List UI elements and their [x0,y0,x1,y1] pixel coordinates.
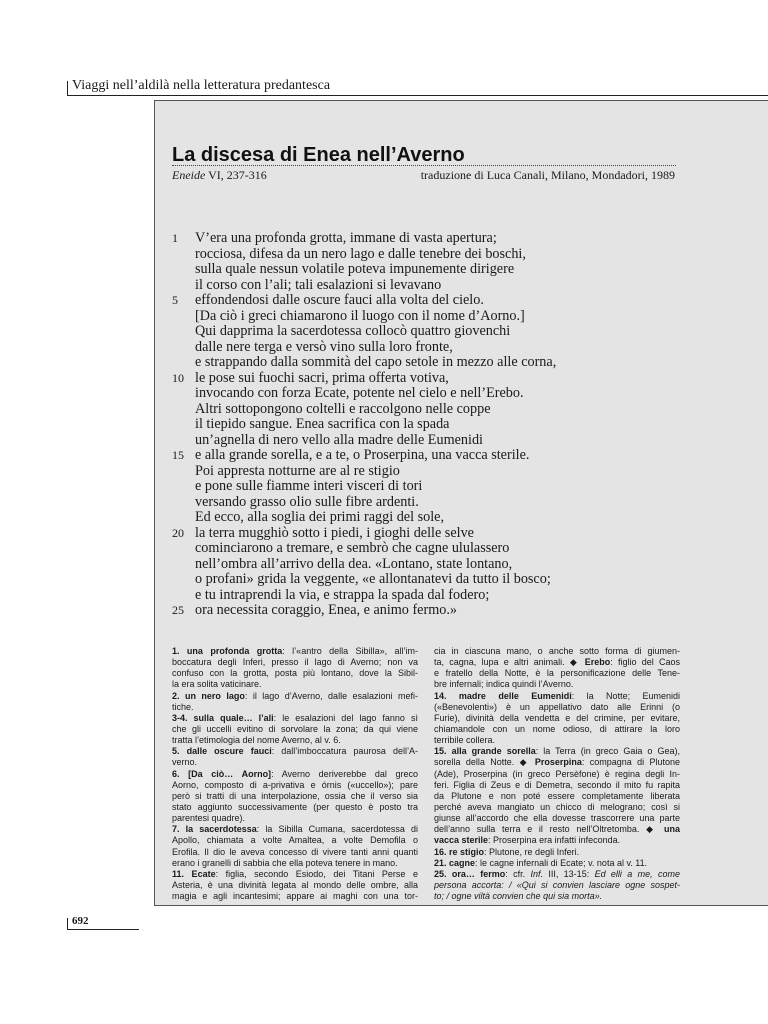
footnote-line [434,735,680,746]
verse-line [172,448,712,464]
footnote-line [434,646,680,657]
verse-line [172,386,712,402]
verse-text: le pose sui fuochi sacri, prima offerta votiva, [195,369,449,386]
verse-line [172,572,712,588]
footnote-line [434,657,680,668]
footnote-lemma: Erebo [584,657,611,668]
footnote-line [434,847,680,858]
footnote-text: stato aggiunto successivamente (per questo è posto tra [172,801,418,812]
verse-text: e tu intraprendi la via, e strappa la spada dal fodero; [195,586,490,603]
footnote-citation: Ed elli a me, come [594,868,680,879]
verse-number: 1 [172,231,178,245]
footnote-text: feri. Figlia di Zeus e di Demetra, secondo il mito fu rapita [434,779,680,790]
footnote-text: : Plutone, re degli Inferi. [484,846,580,857]
footnote-lemma: 16. re stigio [434,846,485,857]
footnote-text: però si tratti di una interpolazione, ossia che il verso sia [172,790,418,801]
verse-text: e strappando dalla sommità del capo setole in mezzo alle corna, [195,354,557,370]
footnote-text: : l’«antro della Sibilla», all’im- [282,646,418,656]
footnote-text: : le cagne infernali di Ecate; v. nota al v. 11. [475,857,648,868]
footnote-lemma: 14. madre delle Eumenidi [434,690,572,701]
footnote-line [434,835,680,846]
footnote-line [434,679,680,690]
verse-line [172,526,712,542]
footnote-text: e fratello della Notte, è la personificazione delle Tene- [434,668,680,679]
verse-line [172,309,712,325]
footnote-lemma: 11. Ecate [172,868,216,879]
verse-text: Qui dapprima la sacerdotessa collocò quattro giovenchi [195,323,511,339]
poem [172,231,712,619]
verse-text: o profani» grida la veggente, «e allontanatevi da tutto il bosco; [195,571,551,587]
verse-line [172,278,712,294]
footnote-text: : cfr. [505,868,531,879]
footnote-line [434,746,680,757]
page-number: 692 [72,915,89,927]
verse-line [172,402,712,418]
footnote-line [434,791,680,802]
source-reference [172,168,267,182]
verse-text: il tiepido sangue. Enea sacrifica con la spada [195,416,450,432]
verse-text: rocciosa, difesa da un nero lago e dalle tenebre dei boschi, [195,245,526,262]
footnote-lemma: 25. ora… fermo [434,868,506,879]
footnote-line [434,724,680,735]
footnote-text: chiamandole con un nome odioso, di attirare la loro [434,723,680,734]
footnote-line [172,802,418,813]
footnote-line [434,813,680,824]
verse-line [172,479,712,495]
verse-number: 20 [172,525,184,540]
verse-text: il corso con l’ali; tali esalazioni si levavano [195,276,442,293]
source-work: Eneide [172,168,206,182]
footnote-text: : la Terra (in greco Gaia o Gea), [535,746,680,757]
footnote-text: dell’anno sulla terra e il resto nell’Oltretomba. ◆ [434,824,664,835]
footnote-text: : il lago d’Averno, dalle esalazioni mefi- [244,690,418,701]
footnote-lemma: 21. cagne [434,857,476,868]
source-ref: VI, 237-316 [208,168,267,182]
footnote-line [434,702,680,713]
footnote-lemma: vacca sterile [434,835,489,846]
verse-text: [Da ciò i greci chiamarono il luogo con il nome d’Aorno.] [195,307,525,324]
footnote-text: da Plutone e non poté essere completamente liberata [434,790,680,801]
verse-line [172,557,712,573]
footnote-line [172,847,418,858]
verse-text: un’agnella di nero vello alla madre delle Eumenidi [195,431,483,448]
footnote-text: Furie), divinità della vendetta e del crimine, per evitare, [434,712,680,723]
verse-line [172,262,712,278]
page-number-box [67,915,139,930]
footnote-line [434,880,680,891]
footnote-line [434,824,680,835]
footnote-lemma: 3-4. sulla quale… l’ali [172,712,274,723]
verse-text: V’era una profonda grotta, immane di vasta apertura; [195,230,497,246]
running-head-text: Viaggi nell’aldilà nella letteratura predantesca [72,78,331,93]
verse-line [172,541,712,557]
verse-number: 25 [172,603,184,617]
footnote-citation: to; / ogne viltà convien che qui sia morta». [434,891,603,902]
verse-line [172,510,712,526]
footnote-line [172,702,418,713]
footnote-text: ta, cagna, lupa e altri animali. ◆ [434,657,585,668]
verse-line [172,247,712,263]
footnote-text: : figlia, secondo Esiodo, dei Titani Perse e [215,868,418,879]
verse-text: versando grasso olio sulle fibre ardenti. [195,493,419,510]
verse-text: la terra mugghiò sotto i piedi, i gioghi delle selve [195,524,474,541]
footnote-line [172,668,418,679]
verse-text: nell’ombra all’arrivo della dea. «Lontano, state lontano, [195,555,513,572]
verse-line [172,464,712,480]
verse-line [172,588,712,604]
footnote-text: parentesi quadre). [172,813,246,824]
verse-line [172,231,712,247]
footnote-text: tiche. [172,701,194,712]
footnote-text: : la Sibilla Cumana, sacerdotessa di [256,824,418,835]
footnote-text: boccatura degli Inferi, presso il lago di Averno; non va [172,657,418,668]
footnote-text: che gli uccelli evitino di sorvolare la zona; da qui viene [172,723,418,734]
footnote-text: Aorno, composto di a-privativa e órnis («uccello»); pare [172,779,418,790]
footnote-line [172,713,418,724]
footnote-text: Asteria, è una divinità legata al mondo delle ombre, alla [172,879,418,890]
running-head [67,78,768,96]
verse-text: e alla grande sorella, e a te, o Proserpina, una vacca sterile. [195,447,530,463]
footnote-text: tratta l’etimologia del nome Averno, al v. 6. [172,735,341,746]
verse-text: invocando con forza Ecate, potente nel cielo e nell’Erebo. [195,385,524,401]
footnote-line [434,713,680,724]
footnote-text: III, 13-15: [542,868,595,879]
verse-text: Ed ecco, alla soglia dei primi raggi del sole, [195,509,444,525]
running-head-rule [67,81,68,96]
footnote-line [172,891,418,902]
footnote-text: : Averno deriverebbe dal greco [271,768,418,779]
footnote-line [434,668,680,679]
footnote-text: giunse all’accordo che ella dovesse trascorrere una parte [434,813,680,824]
verse-line [172,293,712,309]
verse-text: effondendosi dalle oscure fauci alla volta del cielo. [195,292,484,308]
footnote-line [434,757,680,768]
verse-text: ora necessita coraggio, Enea, e animo fermo.» [195,602,457,618]
footnote-line [172,869,418,880]
footnote-line [172,858,418,869]
footnote-line [172,724,418,735]
footnote-line [172,835,418,846]
footnote-text: bre infernali; indica quindi l’Averno. [434,679,574,690]
page-title: La discesa di Enea nell’Averno [172,144,465,166]
footnote-text: : figlio del Caos [610,657,680,668]
footnote-lemma: 5. dalle oscure fauci [172,746,272,757]
footnote-line [172,735,418,746]
footnote-line [172,880,418,891]
verse-line [172,495,712,511]
footnote-lemma: 1. una profonda grotta [172,646,283,656]
verse-line [172,433,712,449]
footnote-lemma: 2. un nero lago [172,690,245,701]
verse-line [172,603,712,619]
title-dotted-rule [172,165,676,166]
verse-number: 10 [172,370,184,385]
footnote-text: : Proserpina era infatti infeconda. [488,835,621,846]
verse-number: 15 [172,448,184,462]
footnote-line [172,746,418,757]
footnote-line [172,657,418,668]
footnote-line [434,780,680,791]
verse-text: e pone sulle fiamme interi visceri di tori [195,478,423,494]
footnote-text: sorella della Notte. ◆ [434,757,535,768]
footnote-line [172,824,418,835]
footnote-line [434,891,680,902]
verse-line [172,324,712,340]
footnote-line [172,679,418,690]
footnote-lemma: 7. la sacerdotessa [172,824,257,835]
footnote-text: terribile collera. [434,735,496,746]
verse-text: Poi appresta notturne are al re stigio [195,462,400,479]
footnote-text: perché aveva mangiato un chicco di melograno; così si [434,801,680,812]
verse-number: 5 [172,293,178,307]
footnotes-left-column [172,646,418,902]
verse-line [172,371,712,387]
footnote-line [172,813,418,824]
footnote-text: verno. [172,757,198,768]
footnote-text: la era solita vaticinare. [172,679,262,690]
footnote-lemma: 6. [Da ciò… Aorno] [172,768,272,779]
footnote-text: («Benevolenti») è un appellativo dato alle Erinni (o [434,701,680,712]
footnote-citation: Inf. [530,868,543,879]
footnote-text: : le esalazioni del lago fanno sì [273,712,418,723]
footnote-text: confuso con la grotta, posta più lontano, dove la Sibil- [172,668,418,679]
footnote-text: magia e agli incantesimi; appare ai maghi con una tor- [172,891,418,902]
footnote-line [172,791,418,802]
footnote-line [434,802,680,813]
verse-line [172,355,712,371]
footnote-lemma: 15. alla grande sorella [434,746,536,757]
verse-text: sulla quale nessun volatile poteva impunemente dirigere [195,261,515,277]
footnote-line [434,691,680,702]
footnote-text: Apollo, chiamata a volte Amaltea, a volte Demofila o [172,835,418,846]
translation-credit: traduzione di Luca Canali, Milano, Mondadori, 1989 [420,168,675,182]
footnote-text: Erofila. Il dio le aveva concesso di vivere tanti anni quanti [172,846,418,857]
footnote-lemma: una [663,824,680,835]
verse-text: cominciarono a tremare, e sembrò che cagne ululassero [195,540,510,556]
page-number-rule [67,918,68,930]
footnote-line [172,780,418,791]
footnote-lemma: Proserpina [534,757,582,768]
footnotes-right-column [434,646,680,902]
footnote-text: erano i granelli di sabbia che ella poteva tenere in mano. [172,857,398,868]
footnote-line [172,646,418,657]
footnote-text: : la Notte; Eumenidi [571,690,680,701]
footnote-line [172,769,418,780]
footnote-line [172,691,418,702]
verse-text: dalle nere terga e versò vino sulla loro fronte, [195,338,453,355]
verse-line [172,417,712,433]
footnote-text: : compagna di Plutone [581,757,680,768]
footnote-text: : dall’imboccatura paurosa dell’A- [271,746,418,757]
footnote-text: cia in ciascuna mano, o anche sotto forma di giumen- [434,646,680,656]
footnote-text: (Ade), Proserpina (in greco Persèfone) è regina degli In- [434,768,680,779]
verse-line [172,340,712,356]
footnote-line [434,858,680,869]
footnote-line [172,757,418,768]
footnote-line [434,769,680,780]
footnote-citation: persona accorta: / «Qui si convien lasciare ogne sospet- [434,879,680,890]
footnote-line [434,869,680,880]
verse-text: Altri sottopongono coltelli e raccolgono nelle coppe [195,400,491,417]
